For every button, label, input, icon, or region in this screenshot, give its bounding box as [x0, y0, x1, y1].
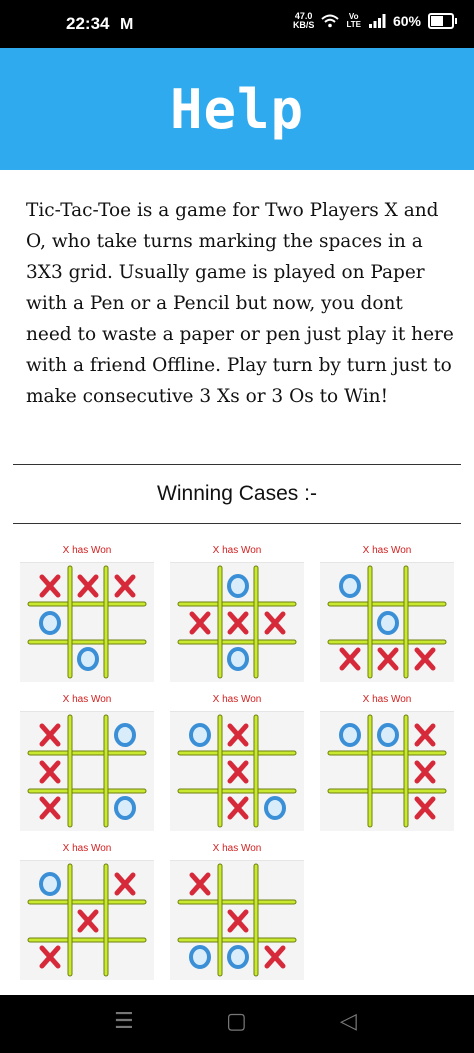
winning-case-card	[170, 540, 304, 682]
app-header	[0, 48, 474, 170]
x-mark	[117, 577, 133, 595]
o-mark	[379, 613, 397, 633]
x-mark	[267, 948, 283, 966]
o-mark	[379, 725, 397, 745]
volte-bottom: LTE	[346, 20, 361, 29]
menu-icon[interactable]: ☰	[114, 1009, 134, 1034]
tic-tac-toe-board	[170, 860, 304, 980]
x-mark	[417, 799, 433, 817]
x-mark	[192, 614, 208, 632]
status-indicators	[293, 12, 454, 30]
o-mark	[341, 725, 359, 745]
battery-icon	[428, 13, 454, 29]
o-mark	[191, 947, 209, 967]
x-mark	[267, 614, 283, 632]
o-mark	[116, 725, 134, 745]
x-mark	[230, 726, 246, 744]
x-mark	[230, 799, 246, 817]
winning-case-card	[170, 838, 304, 980]
signal-icon	[368, 14, 386, 28]
back-icon[interactable]: ◁	[340, 1009, 357, 1034]
winning-case-card	[320, 689, 454, 831]
o-mark	[41, 874, 59, 894]
x-mark	[42, 726, 58, 744]
volte-indicator	[346, 13, 361, 29]
help-description: Tic-Tac-Toe is a game for Two Players X and O, who take turns marking the spaces in a 3X3 grid. Usually game is played on Paper with a Pen or a Pencil but now, you dont need to waste a paper or pen just play it here with a friend Offline. Play turn by turn just to make consecutive 3 Xs or 3 Os to Win!	[26, 200, 454, 407]
x-mark	[230, 763, 246, 781]
tic-tac-toe-board	[20, 562, 154, 682]
winning-case-label: X has Won	[320, 540, 454, 563]
winning-case-label: X has Won	[170, 689, 304, 712]
x-mark	[42, 799, 58, 817]
x-mark	[230, 912, 246, 930]
o-mark	[41, 613, 59, 633]
divider-top	[13, 464, 461, 465]
winning-case-card	[20, 540, 154, 682]
o-mark	[191, 725, 209, 745]
winning-case-card	[170, 689, 304, 831]
x-mark	[192, 875, 208, 893]
x-mark	[42, 948, 58, 966]
gmail-icon: M	[120, 16, 134, 33]
network-speed	[293, 12, 315, 30]
tic-tac-toe-board	[170, 562, 304, 682]
tic-tac-toe-board	[20, 860, 154, 980]
winning-case-label: X has Won	[170, 838, 304, 861]
x-mark	[342, 650, 358, 668]
volte-top: Vo	[348, 12, 359, 21]
x-mark	[230, 614, 246, 632]
divider-bottom	[13, 523, 461, 524]
x-mark	[417, 650, 433, 668]
o-mark	[229, 947, 247, 967]
winning-case-card	[20, 838, 154, 980]
o-mark	[266, 798, 284, 818]
status-bar	[0, 0, 474, 48]
winning-case-card	[20, 689, 154, 831]
battery-fill	[431, 16, 443, 26]
tic-tac-toe-board	[320, 562, 454, 682]
x-mark	[117, 875, 133, 893]
winning-case-label: X has Won	[320, 689, 454, 712]
tic-tac-toe-board	[320, 711, 454, 831]
x-mark	[417, 763, 433, 781]
winning-case-label: X has Won	[170, 540, 304, 563]
network-speed-unit: KB/S	[292, 20, 315, 30]
tic-tac-toe-board	[20, 711, 154, 831]
wifi-icon	[321, 14, 339, 28]
winning-cases-title: Winning Cases :-	[157, 482, 317, 505]
o-mark	[116, 798, 134, 818]
page-title: Help	[169, 77, 305, 141]
x-mark	[42, 577, 58, 595]
home-icon[interactable]: ▢	[226, 1009, 247, 1034]
o-mark	[79, 649, 97, 669]
x-mark	[380, 650, 396, 668]
x-mark	[42, 763, 58, 781]
winning-case-label: X has Won	[20, 838, 154, 861]
x-mark	[417, 726, 433, 744]
x-mark	[80, 577, 96, 595]
status-time: 22:34	[66, 14, 110, 33]
tic-tac-toe-board	[170, 711, 304, 831]
battery-percent: 60%	[392, 13, 421, 29]
o-mark	[229, 576, 247, 596]
navigation-bar	[0, 995, 474, 1053]
o-mark	[229, 649, 247, 669]
winning-case-card	[320, 540, 454, 682]
network-speed-value: 47.0	[294, 11, 313, 21]
winning-case-label: X has Won	[20, 540, 154, 563]
winning-case-label: X has Won	[20, 689, 154, 712]
o-mark	[341, 576, 359, 596]
x-mark	[80, 912, 96, 930]
